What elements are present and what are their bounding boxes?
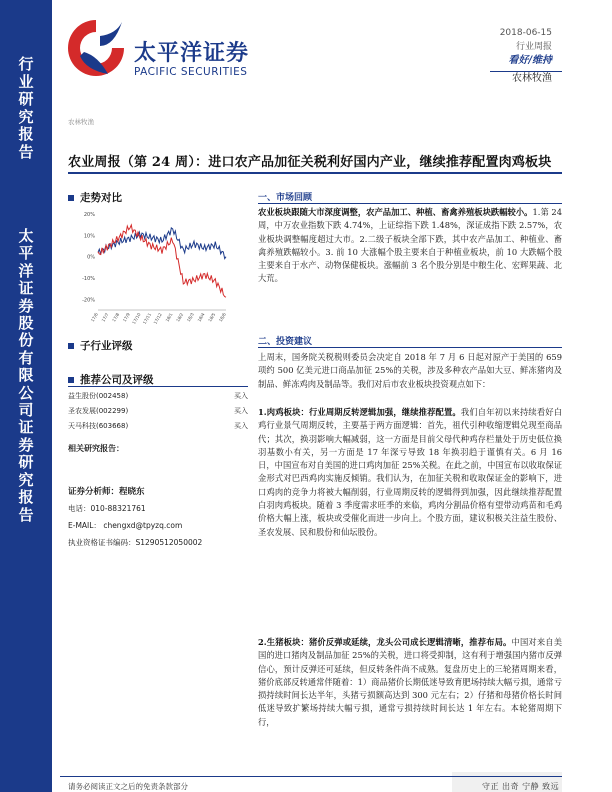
recommend-divider bbox=[68, 386, 248, 387]
x-tick-label: 18/6 bbox=[217, 312, 227, 323]
footer-divider bbox=[60, 776, 562, 777]
x-tick-label: 18/1 bbox=[164, 312, 174, 323]
x-tick-label: 18/3 bbox=[185, 312, 195, 323]
industry-rating: 看好/维持 bbox=[508, 55, 552, 66]
y-tick-label: -20% bbox=[82, 297, 95, 304]
logo-english: PACIFIC SECURITIES bbox=[134, 66, 248, 78]
x-tick-label: 17/11 bbox=[141, 312, 153, 325]
y-tick-label: -10% bbox=[82, 276, 95, 282]
series-line-agriculture bbox=[98, 225, 226, 297]
analyst-cert: 执业资格证书编码：S1290512050002 bbox=[68, 538, 203, 547]
sidebar-top-text: 行业研究报告 bbox=[18, 55, 34, 161]
footer-disclaimer: 请务必阅读正文之后的免责条款部分 bbox=[68, 782, 188, 791]
x-tick-label: 18/4 bbox=[196, 312, 206, 323]
title-divider bbox=[68, 172, 562, 174]
industry-name: 农林牧渔 bbox=[512, 73, 552, 84]
x-tick-label: 17/9 bbox=[121, 312, 131, 323]
report-meta bbox=[500, 26, 552, 86]
y-tick-label: 20% bbox=[83, 212, 95, 218]
page-title: 农业周报（第 24 周）：进口农产品加征关税利好国内产业，继续推荐配置肉鸡板块 bbox=[68, 155, 552, 170]
x-tick-label: 18/5 bbox=[207, 312, 217, 323]
x-tick-label: 17/8 bbox=[111, 312, 121, 323]
sidebar-bottom-text: 太平洋证券股份有限公司证券研究报告 bbox=[18, 227, 34, 524]
company-logo bbox=[64, 14, 284, 84]
stock-row: 益生股份(002458) 买入 bbox=[68, 392, 248, 400]
logo-mark-icon bbox=[64, 16, 128, 80]
market-review-paragraph: 农业板块跟随大市深度调整，农产品加工、种植、畜禽养殖板块跌幅较小。1.第 24 周，中万农业指数下跌 4.74%，上证综指下跌 1.48%，深证成指下跌 2.57%，农业板块调整幅度超过大市。2.二级子板块全部下跌，其中农产品加工、种植业、畜禽养殖跌幅较小。3. 前 10 大涨幅个股主要来自于种植业板块，前 10 大跌幅个股主要来自于水产、动物保健板块。涨幅前 3 名个股分别是中粮生化、宏辉果蔬、北大荒。 bbox=[258, 207, 562, 284]
bullet-square-icon bbox=[68, 195, 74, 201]
x-tick-label: 17/7 bbox=[100, 312, 110, 323]
x-tick-label: 17/10 bbox=[131, 312, 142, 325]
hog-sector-paragraph: 2.生猪板块：猪价反弹或延续，龙头公司成长逻辑清晰，推荐布局。中国对来自美国的进口猪肉及制品加征 25%的关税，进口将受抑制，这有利于增强国内猪市反弹信心，预计反弹还可延续，但反转条件尚不成熟。复盘历史上的三轮猪周期来看，猪价底部反转通常伴随着：1）商品猪价长期低迷导致育肥场持续大幅亏损，通常亏损持续时间长达半年，头猪亏损额高达到 300 元左右；2）仔猪和母猪价格长时间低迷导致扩繁场持续大幅亏损，通常亏损持续时间长达 1 年左右。本轮猪周期下行， bbox=[258, 637, 562, 727]
section-divider bbox=[258, 347, 562, 348]
trend-chart bbox=[70, 206, 230, 328]
x-tick-label: 18/2 bbox=[175, 312, 185, 323]
sub-rating-heading: 子行业评级 bbox=[68, 338, 133, 353]
meta-divider bbox=[490, 71, 562, 72]
series-line-index bbox=[98, 228, 226, 259]
chicken-sector-paragraph: 1.肉鸡板块：行业周期反转逻辑加强，继续推荐配置。我们自年初以来持续看好白鸡行业景气周期反转，主要基于两方面逻辑：首先，祖代引种收缩逻辑兑现至商品代；其次，换羽影响大幅减弱，这一方面是目前父母代种鸡存栏量处于历史低位换羽基数小有关，另一方面是 17 年深亏导致 18 年换羽趋于谨慎有关。6 月 16 日，中国宣布对自美国的进口鸡肉加征 25%关税。在此之前，中国宣布以收取保证金形式对巴西鸡肉实施反倾销。我们认为，在加征关税和收取保证金的影响下，进口鸡肉的竞争力将被大幅削弱，行业周期反转的逻辑得到加强，因此继续推荐配置白羽肉鸡板块。随着 3 季度需求旺季的来临，鸡肉分割品价格有望带动鸡苗和毛鸡价格大幅上涨，板块或受催化而进一步向上。个股方面，建议积极关注益生股份、圣农发展、民和股份和仙坛股份。 bbox=[258, 407, 562, 537]
sidebar-band bbox=[0, 0, 52, 792]
analyst-phone: 电话：010-88321761 bbox=[68, 504, 146, 513]
bullet-square-icon bbox=[68, 343, 74, 349]
bullet-square-icon bbox=[68, 377, 74, 383]
recommend-heading: 推荐公司及评级 bbox=[68, 372, 154, 387]
logo-chinese: 太平洋证券 bbox=[134, 41, 250, 66]
report-date: 2018-06-15 bbox=[499, 28, 552, 38]
x-tick-label: 17/12 bbox=[152, 312, 163, 325]
analyst-email: E-MAIL： chengxd@tpyzq.com bbox=[68, 521, 183, 530]
y-tick-label: 0% bbox=[87, 254, 95, 261]
related-reports-label: 相关研究报告： bbox=[68, 443, 124, 453]
advice-intro-paragraph: 上周末，国务院关税税则委员会决定自 2018 年 7 月 6 日起对原产于美国的 659 项约 500 亿美元进口商品加征 25%的关税，涉及多种农产品如大豆、鲜冻猪肉及制品、鲜冻鸡肉及制品等。我们对后市农业板块投资观点如下： bbox=[258, 352, 562, 389]
section-divider bbox=[258, 203, 562, 204]
footer-motto: 守正 出奇 宁静 致远 bbox=[482, 782, 560, 791]
y-tick-label: 10% bbox=[83, 233, 95, 240]
report-type: 行业周报 bbox=[515, 42, 552, 52]
stock-row: 圣农发展(002299) 买入 bbox=[68, 407, 248, 415]
stock-row: 天马科技(603668) 买入 bbox=[68, 422, 248, 430]
section-market-review: 一、市场回顾 bbox=[258, 193, 313, 203]
analyst-line: 证券分析师：程晓东 bbox=[68, 487, 145, 497]
section-investment-advice: 二、投资建议 bbox=[258, 337, 313, 347]
trend-heading: 走势对比 bbox=[68, 190, 122, 205]
small-industry-tag: 农林牧渔 bbox=[68, 118, 94, 126]
x-tick-label: 17/6 bbox=[89, 312, 99, 323]
